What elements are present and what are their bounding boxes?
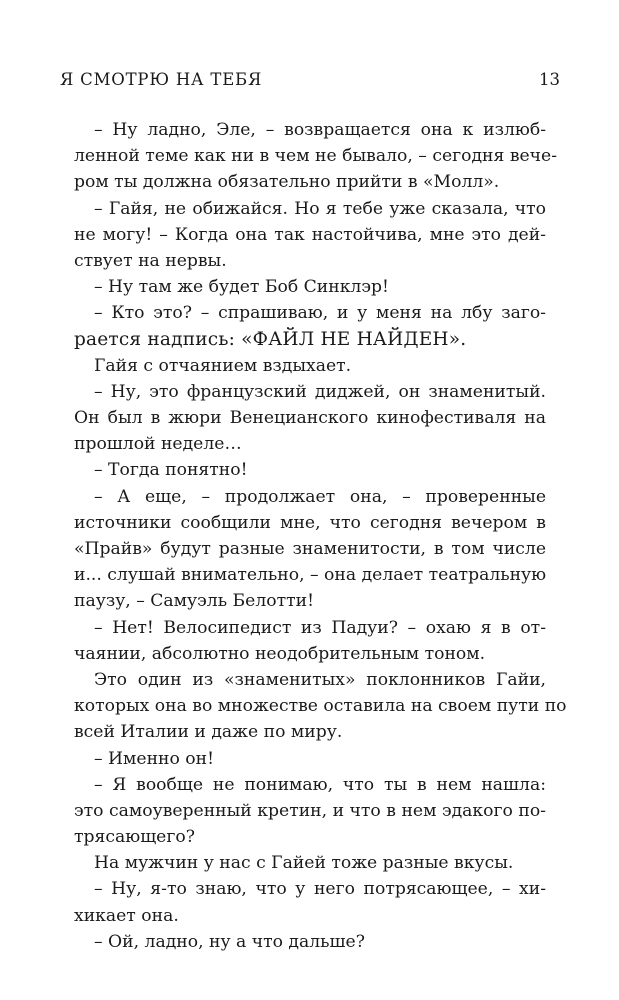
text-line: паузу, – Самуэль Белотти! bbox=[74, 591, 314, 612]
text-line: Гайя с отчаянием вздыхает. bbox=[94, 355, 352, 376]
text-line: – Именно он! bbox=[94, 748, 215, 769]
text-line: всей Италии и даже по миру. bbox=[74, 722, 343, 743]
body-text bbox=[74, 117, 567, 955]
text-line: источники сообщили мне, что сегодня вечером в bbox=[74, 512, 546, 533]
text-line: и... слушай внимательно, – она делает театральную bbox=[74, 565, 547, 586]
text-line: ленной теме как ни в чем не бывало, – сегодня вече- bbox=[74, 146, 558, 167]
text-line: трясающего? bbox=[74, 827, 195, 848]
text-line: – Ну ладно, Эле, – возвращается она к излюб- bbox=[94, 120, 546, 140]
text-line: – Я вообще не понимаю, что ты в нем нашла: bbox=[94, 774, 546, 795]
text-line: – Ну там же будет Боб Синклэр! bbox=[94, 277, 389, 298]
text-line: Он был в жюри Венецианского кинофестиваля на bbox=[74, 408, 546, 429]
text-line: – Ну, я-то знаю, что у него потрясающее, – хи- bbox=[94, 879, 546, 900]
text-line: ствует на нервы. bbox=[74, 250, 227, 271]
text-line: На мужчин у нас с Гайей тоже разные вкусы. bbox=[94, 853, 514, 874]
running-title: Я СМОТРЮ НА ТЕБЯ bbox=[60, 70, 263, 89]
text-line: рается надпись: «ФАЙЛ НЕ НАЙДЕН». bbox=[74, 328, 467, 350]
text-line: – Кто это? – спрашиваю, и у меня на лбу заго- bbox=[94, 303, 546, 324]
text-line: «Прайв» будут разные знаменитости, в том числе bbox=[74, 539, 546, 559]
text-line: прошлой неделе… bbox=[74, 434, 242, 455]
text-line: не могу! – Когда она так настойчива, мне это дей- bbox=[74, 224, 546, 245]
text-line: хикает она. bbox=[74, 905, 179, 926]
text-line: – Ну, это французский диджей, он знаменитый. bbox=[94, 381, 546, 402]
text-line: которых она во множестве оставила на своем пути по bbox=[74, 696, 567, 717]
text-line: – Нет! Велосипедист из Падуи? – охаю я в от- bbox=[94, 617, 546, 638]
text-line: – Тогда понятно! bbox=[94, 460, 248, 481]
text-line: это самоуверенный кретин, и что в нем эдакого по- bbox=[74, 800, 546, 821]
text-line: – Гайя, не обижайся. Но я тебе уже сказала, что bbox=[94, 198, 546, 219]
text-line: чаянии, абсолютно неодобрительным тоном. bbox=[74, 643, 486, 664]
text-line: – А еще, – продолжает она, – проверенные bbox=[94, 486, 546, 507]
text-line: – Ой, ладно, ну а что дальше? bbox=[94, 931, 365, 952]
running-head bbox=[60, 70, 560, 94]
page-number: 13 bbox=[539, 70, 560, 89]
text-line: ром ты должна обязательно прийти в «Молл». bbox=[74, 172, 500, 193]
text-line: Это один из «знаменитых» поклонников Гайи, bbox=[94, 669, 546, 690]
